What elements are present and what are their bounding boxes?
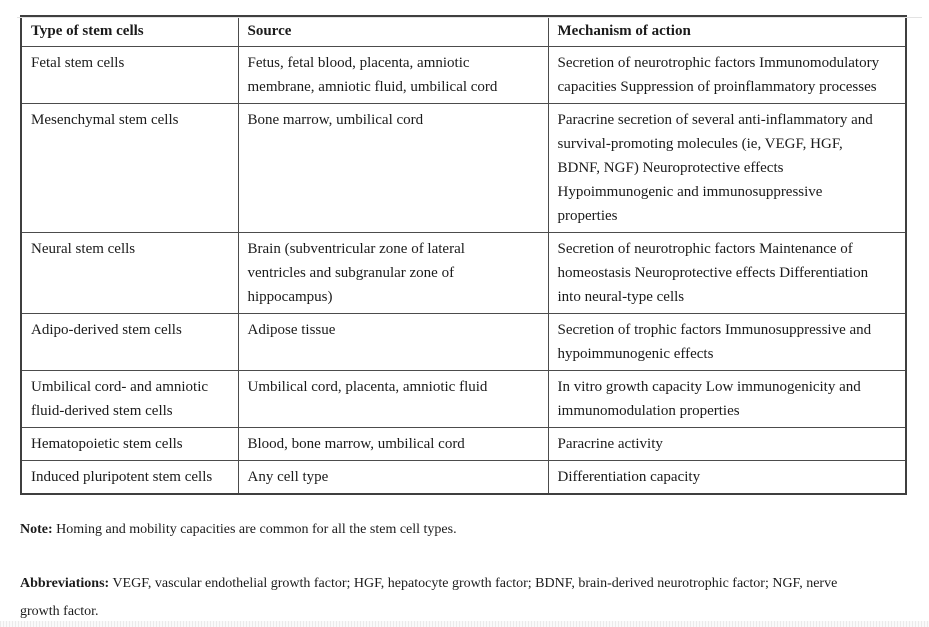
cell-source xyxy=(238,233,548,314)
table-row xyxy=(21,233,906,314)
cell-text-line: Umbilical cord, placenta, amniotic fluid xyxy=(247,379,488,395)
cell-text-line: Fetal stem cells xyxy=(31,55,125,71)
cell-type xyxy=(21,428,238,461)
cell-text-line: Hematopoietic stem cells xyxy=(31,436,183,452)
cell-text-line: hippocampus) xyxy=(247,289,333,305)
cell-text-line: Paracrine activity xyxy=(557,436,663,452)
cell-type xyxy=(21,371,238,428)
cell-source xyxy=(238,461,548,495)
cell-mechanism xyxy=(548,47,906,104)
cell-text-line: Mesenchymal stem cells xyxy=(31,112,179,128)
cell-type xyxy=(21,461,238,495)
abbreviations-text: VEGF, vascular endothelial growth factor; HGF, hepatocyte growth factor; BDNF, brain-derived neurotrophic factor; NGF, nerve xyxy=(109,576,838,591)
abbreviations-label: Abbreviations: xyxy=(20,576,110,591)
cell-text-line: Fetus, fetal blood, placenta, amniotic xyxy=(247,55,470,71)
column-header-source: Source xyxy=(238,16,548,47)
cell-text-line: Paracrine secretion of several anti-inflammatory and xyxy=(557,112,873,128)
header-row xyxy=(21,16,906,47)
cell-type xyxy=(21,104,238,233)
cell-text-line: immunomodulation properties xyxy=(557,403,740,419)
stem-cells-table xyxy=(20,15,907,495)
cell-type xyxy=(21,314,238,371)
cell-text-line: into neural-type cells xyxy=(557,289,685,305)
cell-text-line: Adipo-derived stem cells xyxy=(31,322,182,338)
cell-text-line: Adipose tissue xyxy=(247,322,336,338)
cell-text-line: Bone marrow, umbilical cord xyxy=(247,112,424,128)
cell-text-line: BDNF, NGF) Neuroprotective effects xyxy=(557,160,784,176)
table-row xyxy=(21,104,906,233)
abbreviations-line xyxy=(20,570,929,598)
note-label: Note: xyxy=(20,522,53,537)
cell-source xyxy=(238,371,548,428)
cell-text-line: Neural stem cells xyxy=(31,241,136,257)
cell-text-line: survival-promoting molecules (ie, VEGF, HGF, xyxy=(557,136,843,152)
table-row xyxy=(21,47,906,104)
cell-mechanism xyxy=(548,314,906,371)
cell-mechanism xyxy=(548,104,906,233)
cell-mechanism xyxy=(548,371,906,428)
cell-mechanism xyxy=(548,428,906,461)
cell-text-line: capacities Suppression of proinflammatory processes xyxy=(557,79,877,95)
cell-text-line: Secretion of neurotrophic factors Immunomodulatory xyxy=(557,55,880,71)
table-row xyxy=(21,461,906,495)
cell-text-line: In vitro growth capacity Low immunogenicity and xyxy=(557,379,861,395)
table-note xyxy=(20,521,929,539)
cell-type xyxy=(21,233,238,314)
cell-mechanism xyxy=(548,461,906,495)
table-row xyxy=(21,314,906,371)
cell-text-line: Hypoimmunogenic and immunosuppressive xyxy=(557,184,823,200)
cell-text-line: fluid-derived stem cells xyxy=(31,403,173,419)
cell-text-line: Induced pluripotent stem cells xyxy=(31,469,213,485)
cell-text-line: Differentiation capacity xyxy=(557,469,701,485)
cell-text-line: Umbilical cord- and amniotic xyxy=(31,379,209,395)
cell-source xyxy=(238,47,548,104)
cell-text-line: Secretion of trophic factors Immunosuppressive and xyxy=(557,322,872,338)
cell-type xyxy=(21,47,238,104)
cell-text-line: hypoimmunogenic effects xyxy=(557,346,714,362)
table-abbreviations xyxy=(20,570,929,626)
note-text: Homing and mobility capacities are common for all the stem cell types. xyxy=(52,522,457,537)
cell-source xyxy=(238,428,548,461)
cell-source xyxy=(238,314,548,371)
cell-text-line: Any cell type xyxy=(247,469,329,485)
cell-text-line: homeostasis Neuroprotective effects Differentiation xyxy=(557,265,869,281)
page-bottom-edge-artifact xyxy=(0,621,929,627)
cell-mechanism xyxy=(548,233,906,314)
page-top-rule xyxy=(17,17,922,18)
table-row xyxy=(21,371,906,428)
cell-source xyxy=(238,104,548,233)
cell-text-line: Secretion of neurotrophic factors Maintenance of xyxy=(557,241,853,257)
cell-text-line: membrane, amniotic fluid, umbilical cord xyxy=(247,79,498,95)
column-header-type-of-stem-cells: Type of stem cells xyxy=(21,16,238,47)
cell-text-line: properties xyxy=(557,208,618,224)
cell-text-line: Brain (subventricular zone of lateral xyxy=(247,241,465,257)
abbreviations-line: growth factor. xyxy=(20,604,99,619)
column-header-mechanism-of-action: Mechanism of action xyxy=(548,16,906,47)
cell-text-line: Blood, bone marrow, umbilical cord xyxy=(247,436,465,452)
cell-text-line: ventricles and subgranular zone of xyxy=(247,265,455,281)
table-row xyxy=(21,428,906,461)
